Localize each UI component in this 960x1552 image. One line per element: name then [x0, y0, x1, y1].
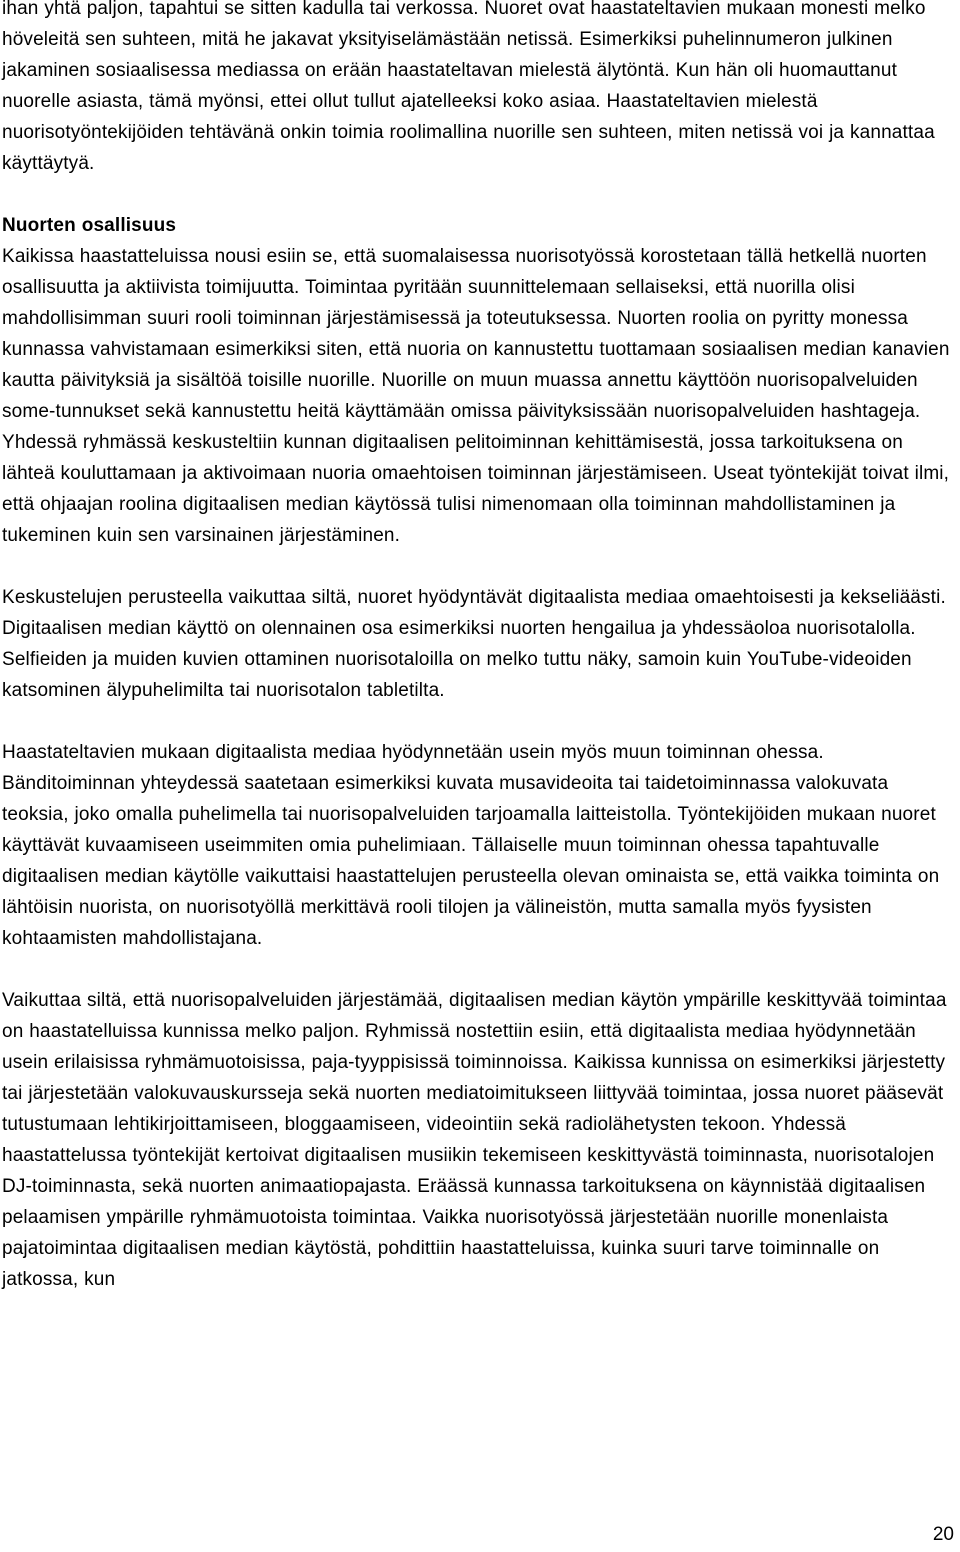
paragraph-intro: ihan yhtä paljon, tapahtui se sitten kadulla tai verkossa. Nuoret ovat haastateltavien mukaan monesti melko höveleitä sen suhteen, mitä he jakavat yksityiselämästään netissä. Esimerkiksi puhelinnumeron julkinen jakaminen sosiaalisessa mediassa on erään haastateltavan mielestä älytöntä. Kun hän oli huomauttanut nuorelle asiasta, tämä myönsi, ettei ollut tullut ajatelleeksi koko asiaa. Haastateltavien mielestä nuorisotyöntekijöiden tehtävänä onkin toimia roolimallina nuorille sen suhteen, miten netissä voi ja kannattaa käyttäytyä.	[2, 0, 935, 174]
paragraph-self-directed-use: Keskustelujen perusteella vaikuttaa siltä, nuoret hyödyntävät digitaalista mediaa omaehtoisesti ja kekseliäästi. Digitaalisen median käyttö on olennainen osa esimerkiksi nuorten hengailua ja yhdessäoloa nuorisotalolla. Selfieiden ja muiden kuvien ottaminen nuorisotaloilla on melko tuttu näky, samoin kuin YouTube-videoiden katsominen älypuhelimilta tai nuorisotalon tabletilta.	[2, 587, 946, 701]
body-text	[2, 0, 960, 1295]
paragraph-organized-activities: Vaikuttaa siltä, että nuorisopalveluiden järjestämää, digitaalisen median käytön ympärille keskittyvää toimintaa on haastatelluissa kunnissa melko paljon. Ryhmissä nostettiin esiin, että digitaalista mediaa hyödynnetään usein erilaisissa ryhmämuotoisissa, paja-tyyppisissä toiminnoissa. Kaikissa kunnissa on esimerkiksi järjestetty tai järjestetään valokuvauskursseja sekä nuorten mediatoimitukseen liittyvää toimintaa, jossa nuoret pääsevät tutustumaan lehtikirjoittamiseen, bloggaamiseen, videointiin sekä radiolähetysten tekoon. Yhdessä haastattelussa työntekijät kertoivat digitaalisen musiikin tekemiseen keskittyvästä toiminnasta, nuorisotalojen DJ-toiminnasta, sekä nuorten animaatiopajasta. Eräässä kunnassa tarkoituksena on käynnistää digitaalisen pelaamisen ympärille ryhmämuotoista toimintaa. Vaikka nuorisotyössä järjestetään nuorille monenlaista pajatoimintaa digitaalisen median käytöstä, pohdittiin haastatteluissa, kuinka suuri tarve toiminnalle on jatkossa, kun	[2, 990, 947, 1290]
section-heading: Nuorten osallisuus	[2, 215, 177, 236]
page-number: 20	[932, 1524, 954, 1545]
paragraph-participation: Kaikissa haastatteluissa nousi esiin se, että suomalaisessa nuorisotyössä korostetaan tällä hetkellä nuorten osallisuutta ja aktiivista toimijuutta. Toimintaa pyritään suunnittelemaan sellaiseksi, että nuorilla olisi mahdollisimman suuri rooli toiminnan järjestämisessä ja toteutuksessa. Nuorten roolia on pyritty monessa kunnassa vahvistamaan esimerkiksi siten, että nuoria on kannustettu tuottamaan sosiaalisen median kanavien kautta päivityksiä ja sisältöä toisille nuorille. Nuorille on muun muassa annettu käyttöön nuorisopalveluiden some-tunnukset sekä kannustettu heitä käyttämään omissa päivityksissään nuorisopalveluiden hashtageja. Yhdessä ryhmässä keskusteltiin kunnan digitaalisen pelitoiminnan kehittämisestä, jossa tarkoituksena on lähteä kouluttamaan ja aktivoimaan nuoria omaehtoisen toiminnan järjestämiseen. Useat työntekijät toivat ilmi, että ohjaajan roolina digitaalisen median käytössä tulisi nimenomaan olla toiminnan mahdollistaminen ja tukeminen kuin sen varsinainen järjestäminen.	[2, 246, 950, 546]
paragraph-other-activities: Haastateltavien mukaan digitaalista mediaa hyödynnetään usein myös muun toiminnan ohessa. Bänditoiminnan yhteydessä saatetaan esimerkiksi kuvata musavideoita tai taidetoiminnassa valokuvata teoksia, joko omalla puhelimella tai nuorisopalveluiden tarjoamalla laitteistolla. Työntekijöiden mukaan nuoret käyttävät kuvaamiseen useimmiten omia puhelimiaan. Tällaiselle muun toiminnan ohessa tapahtuvalle digitaalisen median käytölle vaikuttaisi haastattelujen perusteella olevan ominaista se, että vaikka toiminta on lähtöisin nuorista, on nuorisotyöllä merkittävä rooli tilojen ja välineistön, mutta samalla myös fyysisten kohtaamisten mahdollistajana.	[2, 742, 940, 949]
